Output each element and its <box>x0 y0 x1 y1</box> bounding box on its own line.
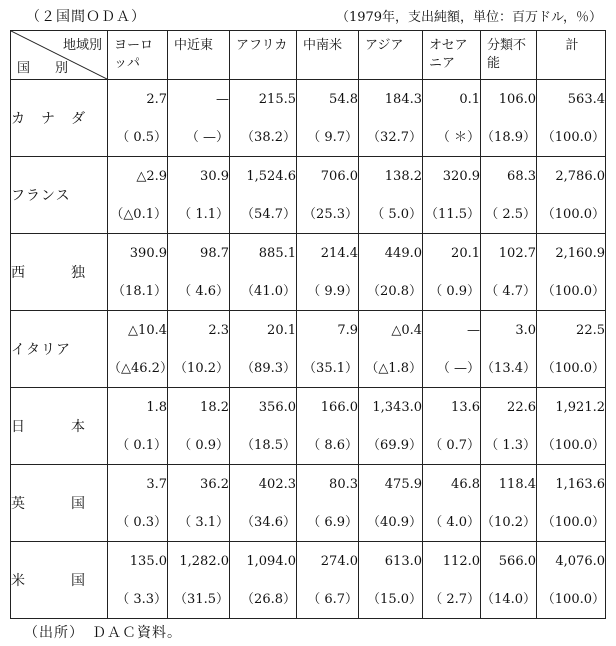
amount-value: 13.6 <box>451 399 480 415</box>
amount-value: 2,786.0 <box>555 168 605 184</box>
amount-value: 402.3 <box>258 476 296 492</box>
share-percent: （ 0.9） <box>429 283 480 299</box>
data-cell <box>537 80 606 157</box>
data-cell <box>168 157 230 234</box>
share-percent: （ 4.6） <box>178 283 229 299</box>
share-percent: （ 3.3） <box>116 591 167 607</box>
amount-value: 3.7 <box>146 476 167 492</box>
col-header-europe: ヨーロッパ <box>108 31 168 80</box>
corner-region-label: 地域別 <box>62 38 102 53</box>
amount-value: 885.1 <box>258 245 296 261</box>
amount-value: 706.0 <box>320 168 358 184</box>
data-cell <box>423 157 481 234</box>
amount-value: 613.0 <box>384 553 422 569</box>
data-cell <box>481 388 537 465</box>
amount-value: 1,921.2 <box>555 399 605 415</box>
amount-value: 106.0 <box>498 91 536 107</box>
share-percent: （13.4） <box>481 360 536 376</box>
country-label: 日 本 <box>11 388 108 465</box>
share-percent: （ 0.9） <box>178 437 229 453</box>
amount-value: 274.0 <box>320 553 358 569</box>
share-percent: （ 1.1） <box>178 206 229 222</box>
amount-value: 1.8 <box>146 399 167 415</box>
share-percent: （89.3） <box>241 360 296 376</box>
share-percent: （ 6.7） <box>307 591 358 607</box>
share-percent: （32.7） <box>367 129 422 145</box>
amount-value: 80.3 <box>329 476 358 492</box>
table-row <box>11 234 606 311</box>
amount-value: 563.4 <box>567 91 605 107</box>
share-percent: （ 2.5） <box>485 206 536 222</box>
country-label: 米 国 <box>11 542 108 619</box>
corner-header <box>11 31 108 80</box>
data-cell <box>423 542 481 619</box>
share-percent: （41.0） <box>241 283 296 299</box>
share-percent: （ 0.5） <box>116 129 167 145</box>
amount-value: 30.9 <box>200 168 229 184</box>
share-percent: （15.0） <box>367 591 422 607</box>
data-cell <box>108 157 168 234</box>
data-cell <box>168 542 230 619</box>
amount-value: 0.1 <box>459 91 480 107</box>
amount-value: — <box>216 91 229 107</box>
data-cell <box>359 465 423 542</box>
data-cell <box>423 80 481 157</box>
amount-value: 68.3 <box>507 168 536 184</box>
share-percent: （ 8.6） <box>307 437 358 453</box>
share-percent: （100.0） <box>541 437 605 453</box>
amount-value: 3.0 <box>515 322 536 338</box>
share-percent: （ 9.7） <box>307 129 358 145</box>
oda-table <box>10 30 606 619</box>
share-percent: （ 6.9） <box>307 514 358 530</box>
amount-value: 20.1 <box>267 322 296 338</box>
share-percent: （100.0） <box>541 514 605 530</box>
share-percent: （100.0） <box>541 283 605 299</box>
amount-value: 166.0 <box>320 399 358 415</box>
amount-value: 22.5 <box>576 322 605 338</box>
data-cell <box>537 465 606 542</box>
share-percent: （34.6） <box>241 514 296 530</box>
amount-value: 214.4 <box>320 245 358 261</box>
share-percent: （ 4.0） <box>429 514 480 530</box>
data-cell <box>230 465 297 542</box>
data-cell <box>537 311 606 388</box>
data-cell <box>168 311 230 388</box>
data-cell <box>168 388 230 465</box>
table-row <box>11 465 606 542</box>
share-percent: （10.2） <box>481 514 536 530</box>
amount-value: 2.7 <box>146 91 167 107</box>
header-row <box>11 31 606 80</box>
amount-value: 4,076.0 <box>555 553 605 569</box>
data-cell <box>297 388 359 465</box>
data-cell <box>108 234 168 311</box>
share-percent: （100.0） <box>541 360 605 376</box>
amount-value: 1,282.0 <box>179 553 229 569</box>
country-label: 西 独 <box>11 234 108 311</box>
share-percent: （100.0） <box>541 591 605 607</box>
data-cell <box>537 388 606 465</box>
amount-value: 449.0 <box>384 245 422 261</box>
data-cell <box>168 80 230 157</box>
share-percent: （11.5） <box>425 206 480 222</box>
share-percent: （ 3.1） <box>178 514 229 530</box>
amount-value: 138.2 <box>384 168 422 184</box>
share-percent: （18.1） <box>112 283 167 299</box>
table-row <box>11 311 606 388</box>
amount-value: △2.9 <box>136 168 167 184</box>
amount-value: 22.6 <box>507 399 536 415</box>
amount-value: 566.0 <box>498 553 536 569</box>
amount-value: 98.7 <box>200 245 229 261</box>
share-percent: （10.2） <box>174 360 229 376</box>
data-cell <box>230 234 297 311</box>
data-cell <box>297 311 359 388</box>
data-cell <box>537 542 606 619</box>
share-percent: （ —） <box>185 129 229 145</box>
data-cell <box>359 234 423 311</box>
data-cell <box>230 157 297 234</box>
data-cell <box>359 542 423 619</box>
source-note: （出所） ＤＡＣ資料。 <box>24 625 182 641</box>
amount-value: 118.4 <box>498 476 536 492</box>
data-cell <box>297 465 359 542</box>
table-row <box>11 157 606 234</box>
amount-value: 18.2 <box>200 399 229 415</box>
amount-value: 20.1 <box>451 245 480 261</box>
amount-value: 475.9 <box>384 476 422 492</box>
country-label: 英 国 <box>11 465 108 542</box>
share-percent: （100.0） <box>541 206 605 222</box>
amount-value: 54.8 <box>329 91 358 107</box>
units-note: （1979年，支出純額，単位：百万ドル，％） <box>335 10 602 25</box>
data-cell <box>108 388 168 465</box>
col-header-asia: アジア <box>359 31 423 80</box>
data-cell <box>297 80 359 157</box>
share-percent: （ 1.3） <box>485 437 536 453</box>
share-percent: （ 0.1） <box>116 437 167 453</box>
data-cell <box>537 234 606 311</box>
share-percent: （54.7） <box>241 206 296 222</box>
amount-value: △10.4 <box>128 322 167 338</box>
share-percent: （ 5.0） <box>371 206 422 222</box>
share-percent: （ 0.7） <box>429 437 480 453</box>
amount-value: 356.0 <box>258 399 296 415</box>
data-cell <box>108 542 168 619</box>
data-cell <box>297 542 359 619</box>
share-percent: （35.1） <box>303 360 358 376</box>
data-cell <box>297 157 359 234</box>
data-cell <box>537 157 606 234</box>
data-cell <box>359 311 423 388</box>
table-body <box>11 80 606 619</box>
data-cell <box>230 80 297 157</box>
amount-value: 112.0 <box>442 553 480 569</box>
col-header-middle-east: 中近東 <box>168 31 230 80</box>
share-percent: （△0.1） <box>110 206 167 222</box>
data-cell <box>481 157 537 234</box>
amount-value: △0.4 <box>391 322 422 338</box>
data-cell <box>481 542 537 619</box>
data-cell <box>423 234 481 311</box>
share-percent: （14.0） <box>481 591 536 607</box>
amount-value: 390.9 <box>129 245 167 261</box>
amount-value: 1,524.6 <box>246 168 296 184</box>
data-cell <box>230 388 297 465</box>
col-header-latin-america: 中南米 <box>297 31 359 80</box>
data-cell <box>168 234 230 311</box>
share-percent: （18.9） <box>481 129 536 145</box>
share-percent: （31.5） <box>174 591 229 607</box>
data-cell <box>359 388 423 465</box>
share-percent: （△46.2） <box>108 360 173 376</box>
table-row <box>11 388 606 465</box>
share-percent: （ 9.9） <box>307 283 358 299</box>
amount-value: 2,160.9 <box>555 245 605 261</box>
share-percent: （ —） <box>436 360 480 376</box>
data-cell <box>297 234 359 311</box>
amount-value: 2.3 <box>208 322 229 338</box>
share-percent: （20.8） <box>367 283 422 299</box>
data-cell <box>359 80 423 157</box>
amount-value: 46.8 <box>451 476 480 492</box>
country-label: カ ナ ダ <box>11 80 108 157</box>
amount-value: 135.0 <box>129 553 167 569</box>
data-cell <box>108 80 168 157</box>
amount-value: 102.7 <box>498 245 536 261</box>
col-header-total: 計 <box>537 31 606 80</box>
data-cell <box>359 157 423 234</box>
amount-value: 1,343.0 <box>372 399 422 415</box>
amount-value: 1,163.6 <box>555 476 605 492</box>
data-cell <box>108 311 173 388</box>
data-cell <box>481 80 537 157</box>
data-cell <box>481 465 537 542</box>
amount-value: 215.5 <box>258 91 296 107</box>
share-percent: （25.3） <box>303 206 358 222</box>
amount-value: 1,094.0 <box>246 553 296 569</box>
amount-value: 320.9 <box>442 168 480 184</box>
amount-value: — <box>467 322 480 338</box>
data-cell <box>168 465 230 542</box>
data-cell <box>230 542 297 619</box>
data-cell <box>108 465 168 542</box>
share-percent: （△1.8） <box>365 360 422 376</box>
col-header-unallocated: 分類不能 <box>481 31 537 80</box>
amount-value: 184.3 <box>384 91 422 107</box>
col-header-africa: アフリカ <box>230 31 297 80</box>
share-percent: （26.8） <box>241 591 296 607</box>
table-caption: （２国間ＯＤＡ） <box>26 9 146 25</box>
data-cell <box>481 234 537 311</box>
share-percent: （ 4.7） <box>485 283 536 299</box>
share-percent: （38.2） <box>241 129 296 145</box>
data-cell <box>423 465 481 542</box>
share-percent: （40.9） <box>367 514 422 530</box>
data-cell <box>423 311 481 388</box>
share-percent: （69.9） <box>367 437 422 453</box>
share-percent: （ 0.3） <box>116 514 167 530</box>
share-percent: （ ＊） <box>436 129 480 145</box>
data-cell <box>230 311 297 388</box>
share-percent: （100.0） <box>541 129 605 145</box>
country-label: イタリア <box>11 311 108 388</box>
amount-value: 36.2 <box>200 476 229 492</box>
table-row <box>11 542 606 619</box>
data-cell <box>423 388 481 465</box>
corner-country-label: 国 別 <box>17 61 75 76</box>
amount-value: 7.9 <box>337 322 358 338</box>
country-label: フランス <box>11 157 108 234</box>
data-cell <box>481 311 537 388</box>
table-row <box>11 80 606 157</box>
share-percent: （ 2.7） <box>429 591 480 607</box>
col-header-oceania: オセアニア <box>423 31 481 80</box>
share-percent: （18.5） <box>241 437 296 453</box>
